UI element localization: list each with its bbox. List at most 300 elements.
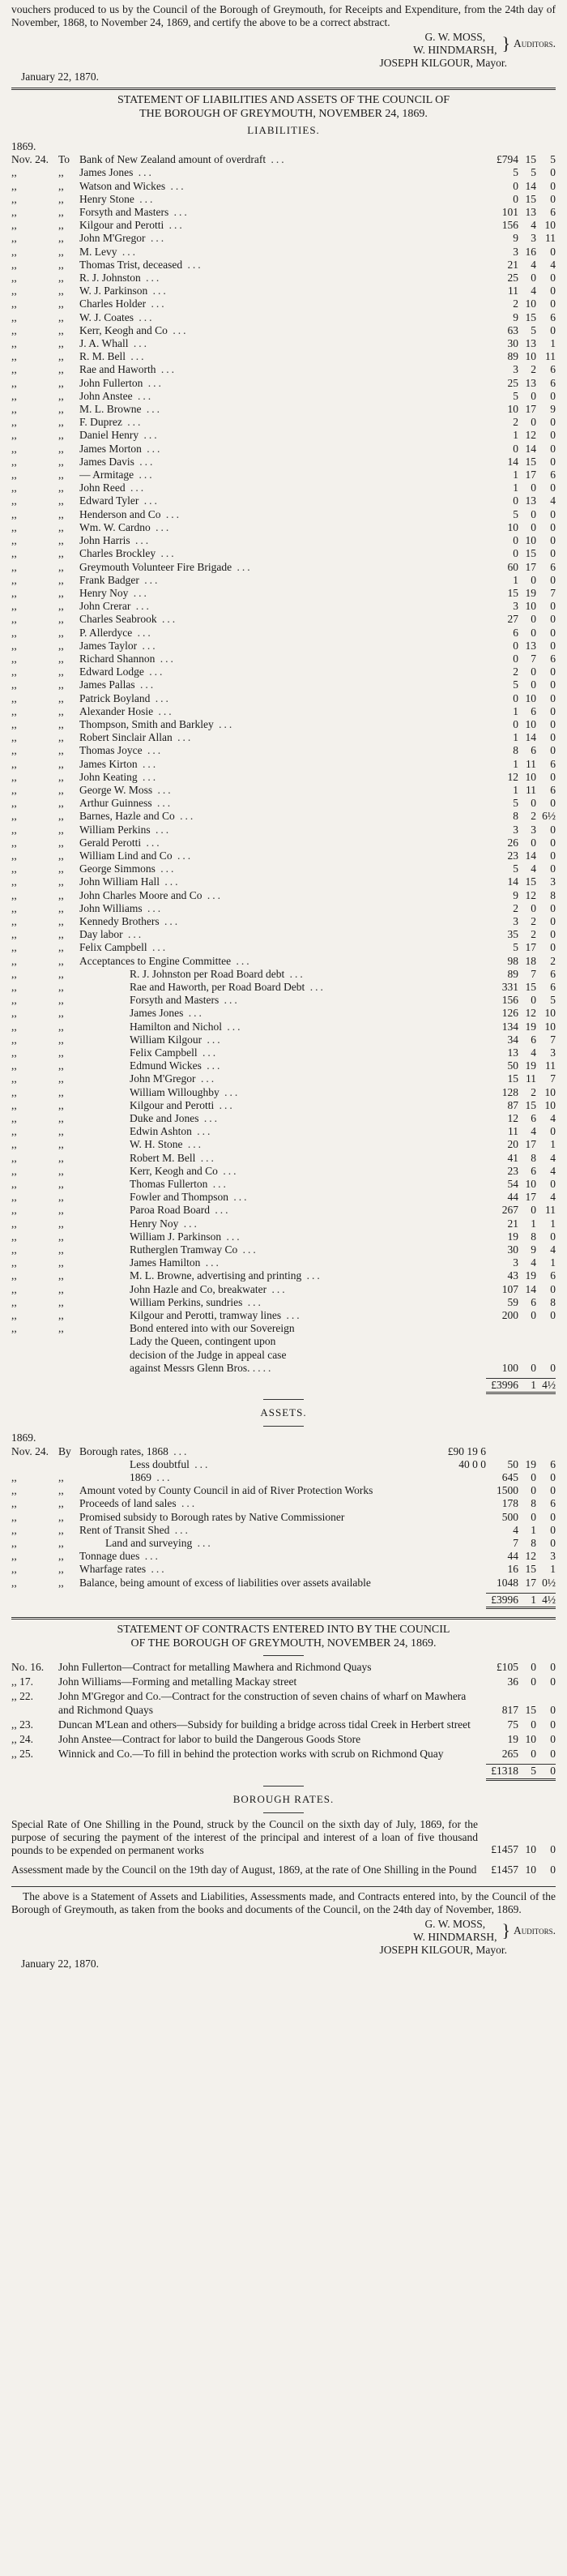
- entry-name: John Harris: [79, 534, 130, 547]
- entry-name: Edmund Wickes: [130, 1059, 202, 1072]
- entry-name: Thomas Trist, deceased: [79, 258, 183, 271]
- contract-number: No. 16.: [11, 1660, 45, 1673]
- table-row: ,, ,, M. L. Browne ... 10 17 9: [11, 403, 556, 416]
- amount: 59 6 8: [507, 1295, 556, 1308]
- entry-name: James Jones: [79, 166, 134, 179]
- table-row: ,, ,, — Armitage ... 1 17 6: [11, 469, 556, 481]
- intro-date: January 22, 1870.: [21, 71, 99, 83]
- table-row: ,, ,, Robert Sinclair Allan ... 1 14 0: [11, 731, 556, 744]
- entry-name: John M'Gregor: [79, 232, 146, 245]
- table-row: ,, ,, John Keating ... 12 10 0: [11, 770, 556, 783]
- entry-name: Kilgour and Perotti: [130, 1098, 215, 1111]
- amount: 6 0 0: [513, 626, 556, 639]
- entry-name: Kerr, Keogh and Co: [130, 1164, 218, 1177]
- contract-number: ,, 25.: [11, 1748, 33, 1761]
- auditor-name: G. W. MOSS,: [424, 1917, 486, 1930]
- table-row: ,, ,, Henderson and Co ... 5 0 0: [11, 507, 556, 520]
- entry-name: Amount voted by County Council in aid of River Protection Works: [79, 1484, 373, 1497]
- table-row: ,, ,, William Lind and Co ... 23 14 0: [11, 849, 556, 862]
- amount: 0 13 4: [513, 494, 556, 507]
- entry-name: William Perkins, sundries: [130, 1295, 243, 1308]
- amount: 23 14 0: [507, 849, 556, 862]
- table-row: ,, ,, John Anstee ... 5 0 0: [11, 389, 556, 402]
- entry-name: M. L. Browne, advertising and printing: [130, 1269, 302, 1282]
- amount: 0 13 0: [513, 639, 556, 652]
- amount: 50 19 11: [507, 1059, 556, 1072]
- entry-name: Robert M. Bell: [130, 1151, 196, 1164]
- contract-description: John Anstee—Contract for labor to build the Dangerous Goods Store: [58, 1732, 361, 1745]
- amount: 21 4 4: [507, 258, 556, 271]
- amount: 8 6 0: [513, 744, 556, 757]
- intro-paragraph: vouchers produced to us by the Council of the Borough of Greymouth, for Receipts and Expenditure, from the 24th day of November, 1868, to November 24, 1869, and certify the above to be a correct abstract.: [11, 3, 556, 28]
- entry-name: Day labor: [79, 928, 123, 941]
- statement-title: STATEMENT OF LIABILITIES AND ASSETS OF THE COUNCIL OF THE BOROUGH OF GREYMOUTH, NOVEMBER 24, 1869.: [117, 94, 450, 120]
- table-row: ,, ,, Bond entered into with our Sovereign: [11, 1322, 295, 1335]
- auditor-name: G. W. MOSS,: [424, 31, 486, 43]
- table-row: ,, ,, W. J. Parkinson ... 11 4 0: [11, 285, 556, 297]
- table-row: ,, ,, William Kilgour ... 34 6 7: [11, 1033, 556, 1046]
- entry-name: Charles Seabrook: [79, 613, 157, 626]
- table-row: ,, ,, Charles Brockley ... 0 15 0: [11, 547, 556, 560]
- entry-name: Wm. W. Cardno: [79, 520, 151, 533]
- entry-name: Forsyth and Masters: [130, 994, 220, 1007]
- amount: 15 19 7: [507, 586, 556, 599]
- table-row: Nov. 24. To Bank of New Zealand amount of overdraft ... £794 15 5: [11, 153, 556, 166]
- amount: 20 17 1: [507, 1138, 556, 1151]
- amount: 9 12 8: [513, 888, 556, 901]
- entry-name: Felix Campbell: [130, 1046, 198, 1059]
- table-row: [11, 1718, 556, 1731]
- amount: 0 10 0: [513, 691, 556, 704]
- table-row: ,, ,, William Willoughby ... 128 2 10: [11, 1085, 556, 1098]
- amount: 265 0 0: [501, 1748, 556, 1761]
- table-row: ,, ,, Rae and Haworth ... 3 2 6: [11, 363, 556, 376]
- amount: 5 0 0: [513, 797, 556, 810]
- amount: 60 17 6: [507, 560, 556, 573]
- auditor-name: W. HINDMARSH,: [413, 1930, 497, 1943]
- table-row: ,, ,, Tonnage dues ... 44 12 3: [11, 1550, 556, 1563]
- amount: 100 0 0: [501, 1361, 556, 1374]
- table-row: ,, ,, Hamilton and Nichol ... 134 19 10: [11, 1020, 556, 1033]
- table-row: ,, ,, Edmund Wickes ... 50 19 11: [11, 1059, 556, 1072]
- year-row: [11, 140, 556, 153]
- entry-name: John William Hall: [79, 875, 160, 888]
- amount: 1 0 0: [513, 573, 556, 586]
- liabilities-total: £3996 1 4½: [486, 1378, 556, 1394]
- table-row: ,, ,, Kerr, Keogh and Co ... 63 5 0: [11, 323, 556, 336]
- amount: 25 0 0: [507, 272, 556, 285]
- entry-name: John Crerar: [79, 600, 131, 613]
- amount: 0 15 0: [513, 192, 556, 205]
- mayor-signature: JOSEPH KILGOUR, Mayor.: [379, 57, 507, 69]
- entry-name: James Jones: [130, 1007, 184, 1020]
- contract-number: ,, 24.: [11, 1732, 33, 1745]
- amount: 5 0 0: [513, 678, 556, 691]
- amount: 75 0 0: [507, 1718, 556, 1731]
- amount: 54 10 0: [507, 1178, 556, 1191]
- table-row: ,, ,, John Reed ... 1 0 0: [11, 481, 556, 494]
- divider: [11, 1617, 556, 1620]
- entry-name: Rae and Haworth, per Road Board Debt: [130, 981, 305, 993]
- entry-name: Bank of New Zealand amount of overdraft: [79, 153, 266, 166]
- amount: 10 17 9: [507, 403, 556, 416]
- amount: 2 10 0: [513, 297, 556, 310]
- year-row: [11, 1431, 556, 1444]
- amount: 27 0 0: [507, 613, 556, 626]
- entry-name: Land and surveying: [105, 1536, 193, 1549]
- table-row: [11, 1661, 556, 1674]
- entry-name: Henry Stone: [79, 192, 134, 205]
- closing-signatures: [11, 1918, 556, 1944]
- entry-name: James Hamilton: [130, 1256, 201, 1269]
- divider: [263, 1399, 304, 1400]
- amount: 2 0 0: [513, 901, 556, 914]
- table-row: ,, ,, Henry Noy ... 15 19 7: [11, 586, 556, 599]
- entry-name: George W. Moss: [79, 783, 153, 796]
- entry-name: Charles Brockley: [79, 547, 156, 560]
- entry-name: Alexander Hosie: [79, 704, 154, 717]
- amount: 10 0 0: [507, 520, 556, 533]
- amount: 3 4 1: [513, 1256, 556, 1269]
- amount: 156 0 5: [501, 994, 556, 1007]
- amount: 3 10 0: [513, 600, 556, 613]
- table-row: [11, 1748, 556, 1761]
- table-row: ,, ,, George W. Moss ... 1 11 6: [11, 783, 556, 796]
- amount: 21 1 1: [507, 1217, 556, 1230]
- table-row: ,, ,, James Kirton ... 1 11 6: [11, 757, 556, 770]
- amount: 500 0 0: [501, 1510, 556, 1523]
- amount: 331 15 6: [501, 981, 556, 993]
- amount: 44 12 3: [507, 1550, 556, 1563]
- table-row: ,, ,, Thomas Fullerton ... 54 10 0: [11, 1178, 556, 1191]
- auditors-label: Auditors.: [514, 1923, 556, 1936]
- entry-name: John Anstee: [79, 389, 133, 402]
- table-row: [11, 1864, 556, 1876]
- amount: 5 17 0: [513, 941, 556, 954]
- entry-name: William Lind and Co: [79, 849, 173, 862]
- entry-name: R. J. Johnston per Road Board debt: [130, 967, 285, 980]
- entry-name: W. H. Stone: [130, 1138, 183, 1151]
- amount: 63 5 0: [507, 323, 556, 336]
- entry-name: Wharfage rates: [79, 1563, 147, 1576]
- amount: 25 13 6: [507, 376, 556, 389]
- table-row: ,, ,, Thomas Joyce ... 8 6 0: [11, 744, 556, 757]
- table-row: ,, ,, R. M. Bell ... 89 10 11: [11, 350, 556, 363]
- entry-name: Rutherglen Tramway Co: [130, 1243, 238, 1256]
- table-row: ,, ,, Kerr, Keogh and Co ... 23 6 4: [11, 1164, 556, 1177]
- entry-name: Barnes, Hazle and Co: [79, 810, 175, 823]
- amount: 26 0 0: [507, 836, 556, 849]
- entry-name: Thompson, Smith and Barkley: [79, 717, 214, 730]
- amount: 9 3 11: [513, 232, 556, 245]
- entry-name: John M'Gregor: [130, 1072, 196, 1085]
- amount: 23 6 4: [507, 1164, 556, 1177]
- table-row: ,, ,, Balance, being amount of excess of liabilities over assets available 1048 17 0½: [11, 1576, 556, 1589]
- table-row: ,, ,, John William Hall ... 14 15 3: [11, 875, 556, 888]
- entry-name: Edward Lodge: [79, 665, 144, 678]
- entry-name: Kilgour and Perotti: [79, 219, 164, 232]
- rates-heading: BOROUGH RATES.: [232, 1792, 335, 1805]
- amount: 101 13 6: [501, 206, 556, 219]
- amount: £1457 10 0: [491, 1863, 556, 1876]
- entry-name: Henry Noy: [79, 586, 129, 599]
- amount: 1 0 0: [513, 481, 556, 494]
- amount: 98 18 2: [507, 954, 556, 967]
- table-row: Nov. 24. By Borough rates, 1868 ... £90 19 6: [11, 1444, 486, 1457]
- entry-name: Acceptances to Engine Committee: [79, 954, 232, 967]
- amount: 1 17 6: [513, 469, 556, 481]
- table-row: ,, ,, Charles Seabrook ... 27 0 0: [11, 613, 556, 626]
- table-row: ,, ,, Edward Tyler ... 0 13 4: [11, 494, 556, 507]
- year-label: 1869.: [11, 1431, 36, 1444]
- table-row: Lady the Queen, contingent upon: [130, 1335, 276, 1348]
- table-row: ,, ,, Patrick Boyland ... 0 10 0: [11, 691, 556, 704]
- table-row: ,, ,, R. J. Johnston per Road Board debt ... 89 7 6: [11, 967, 556, 980]
- sub-amount: £90 19 6: [447, 1444, 486, 1457]
- table-row: ,, ,, Wm. W. Cardno ... 10 0 0: [11, 520, 556, 533]
- entry-name: Watson and Wickes: [79, 179, 166, 192]
- amount: 12 6 4: [507, 1112, 556, 1125]
- table-row: ,, ,, Gerald Perotti ... 26 0 0: [11, 836, 556, 849]
- amount: 5 0 0: [513, 389, 556, 402]
- entry-name: Henry Noy: [130, 1217, 179, 1230]
- entry-name: M. Levy: [79, 245, 117, 258]
- entry-name: Charles Holder: [79, 297, 147, 310]
- divider: [263, 1655, 304, 1656]
- amount: 34 6 7: [507, 1033, 556, 1046]
- amount: 14 15 0: [507, 455, 556, 468]
- amount: 178 8 6: [501, 1497, 556, 1510]
- contracts-table: [11, 1661, 556, 1761]
- entry-name: R. M. Bell: [79, 350, 126, 363]
- entry-name: William Perkins: [79, 823, 151, 836]
- entry-name: Henderson and Co: [79, 507, 161, 520]
- table-row: ,, ,, Forsyth and Masters ... 156 0 5: [11, 994, 556, 1007]
- entry-name: Borough rates, 1868: [79, 1444, 168, 1457]
- entry-name: — Armitage: [79, 469, 134, 481]
- entry-name: Felix Campbell: [79, 941, 147, 954]
- table-row: ,, ,, John Fullerton ... 25 13 6: [11, 376, 556, 389]
- amount: 0 7 6: [513, 652, 556, 665]
- auditors-label: Auditors.: [514, 37, 556, 49]
- entry-name: M. L. Browne: [79, 403, 142, 416]
- entry-name: John Hazle and Co, breakwater: [130, 1282, 267, 1295]
- table-row: ,, ,, Alexander Hosie ... 1 6 0: [11, 704, 556, 717]
- table-row: ,, ,, Daniel Henry ... 1 12 0: [11, 429, 556, 442]
- table-row: ,, ,, Edward Lodge ... 2 0 0: [11, 665, 556, 678]
- entry-name: James Taylor: [79, 639, 138, 652]
- closing-paragraph: The above is a Statement of Assets and Liabilities, Assessments made, and Contracts entered into, by the Council of the Borough of Greymouth, as taken from the books and documents of the Council, on the 24th day of November, 1869.: [11, 1889, 556, 1915]
- table-row: ,, ,, Barnes, Hazle and Co ... 8 2 6½: [11, 810, 556, 823]
- amount: 5 0 0: [513, 507, 556, 520]
- amount: 645 0 0: [501, 1470, 556, 1483]
- entry-name: John Fullerton: [79, 376, 143, 389]
- table-row: ,, ,, James Morton ... 0 14 0: [11, 442, 556, 455]
- table-row: ,, ,, William Perkins ... 3 3 0: [11, 823, 556, 836]
- table-row: ,, ,, Richard Shannon ... 0 7 6: [11, 652, 556, 665]
- entry-name: Kerr, Keogh and Co: [79, 323, 168, 336]
- amount: 0 10 0: [513, 717, 556, 730]
- entry-name: John Reed: [79, 481, 126, 494]
- table-row: ,, ,, Charles Holder ... 2 10 0: [11, 297, 556, 310]
- entry-name: James Kirton: [79, 757, 138, 770]
- amount: 30 9 4: [507, 1243, 556, 1256]
- entry-name: Rent of Transit Shed: [79, 1523, 170, 1536]
- amount: 89 10 11: [507, 350, 556, 363]
- amount: 1 11 6: [513, 783, 556, 796]
- table-row: ,, ,, Rutherglen Tramway Co ... 30 9 4: [11, 1243, 556, 1256]
- entry-name: Forsyth and Masters: [79, 206, 169, 219]
- amount: 19 10 0: [507, 1732, 556, 1745]
- table-row: ,, ,, Land and surveying ... 7 8 0: [11, 1536, 556, 1549]
- amount: 4 1 0: [513, 1523, 556, 1536]
- table-row: ,, ,, James Taylor ... 0 13 0: [11, 639, 556, 652]
- entry-name: George Simmons: [79, 862, 156, 875]
- amount: 87 15 10: [507, 1098, 556, 1111]
- entry-name: Greymouth Volunteer Fire Brigade: [79, 560, 232, 573]
- entry-name: J. A. Whall: [79, 337, 129, 350]
- table-row: ,, ,, George Simmons ... 5 4 0: [11, 862, 556, 875]
- table-row: ,, ,, Proceeds of land sales ... 178 8 6: [11, 1497, 556, 1510]
- table-row: [11, 1690, 556, 1716]
- amount: 0 15 0: [513, 547, 556, 560]
- table-row: ,, ,, Acceptances to Engine Committee ... 98 18 2: [11, 954, 556, 967]
- entry-name: Hamilton and Nichol: [130, 1020, 222, 1033]
- table-row: ,, ,, John Charles Moore and Co ... 9 12 8: [11, 888, 556, 901]
- rate-description: Special Rate of One Shilling in the Pound, struck by the Council on the sixth day of July, 1869, for the purpose of securing the payment of the interest of the principal and interest of a loan of five thousand pounds to be expended on permanent works: [11, 1817, 478, 1856]
- table-row: ,, ,, William J. Parkinson ... 19 8 0: [11, 1230, 556, 1243]
- entry-name: Kilgour and Perotti, tramway lines: [130, 1309, 282, 1322]
- table-row: ,, ,, Kilgour and Perotti, tramway lines ... 200 0 0: [11, 1309, 556, 1322]
- entry-name: James Davis: [79, 455, 134, 468]
- contract-description: Duncan M'Lean and others—Subsidy for building a bridge across tidal Creek in Herbert street: [58, 1718, 471, 1731]
- amount: 2 0 0: [513, 416, 556, 429]
- mayor-signature: JOSEPH KILGOUR, Mayor.: [379, 1943, 507, 1956]
- table-row: ,, ,, Thomas Trist, deceased ... 21 4 4: [11, 258, 556, 271]
- entry-name: John Charles Moore and Co: [79, 888, 202, 901]
- closing-date: January 22, 1870.: [21, 1957, 99, 1970]
- entry-name: R. J. Johnston: [79, 272, 141, 285]
- liabilities-table: [11, 153, 556, 1322]
- table-row: ,, ,, F. Duprez ... 2 0 0: [11, 416, 556, 429]
- table-row: ,, ,, Henry Noy ... 21 1 1: [11, 1217, 556, 1230]
- table-row: ,, ,, Amount voted by County Council in aid of River Protection Works 1500 0 0: [11, 1484, 556, 1497]
- amount: 1 14 0: [513, 731, 556, 744]
- table-row: ,, ,, Day labor ... 35 2 0: [11, 928, 556, 941]
- amount: 14 15 3: [507, 875, 556, 888]
- entry-name: 1869: [130, 1470, 151, 1483]
- entry-name: W. J. Parkinson: [79, 285, 148, 297]
- auditor-name: W. HINDMARSH,: [413, 44, 497, 56]
- amount: 0 10 0: [513, 534, 556, 547]
- liabilities-heading: LIABILITIES.: [247, 124, 320, 136]
- entry-name: Robert Sinclair Allan: [79, 731, 173, 744]
- entry-name: Tonnage dues: [79, 1550, 140, 1563]
- amount: 89 7 6: [507, 967, 556, 980]
- amount: 267 0 11: [501, 1204, 556, 1217]
- entry-name: Thomas Fullerton: [130, 1178, 208, 1191]
- table-row: ,, ,, Fowler and Thompson ... 44 17 4: [11, 1191, 556, 1204]
- contract-description: Winnick and Co.—To fill in behind the protection works with scrub on Richmond Quay: [58, 1748, 444, 1761]
- divider: [11, 1886, 556, 1887]
- table-row: ,, ,, James Davis ... 14 15 0: [11, 455, 556, 468]
- amount: 3 3 0: [513, 823, 556, 836]
- table-row: ,, ,, Kennedy Brothers ... 3 2 0: [11, 914, 556, 927]
- amount: 1 11 6: [513, 757, 556, 770]
- entry-name: Edwin Ashton: [130, 1125, 192, 1138]
- amount: 1500 0 0: [497, 1484, 556, 1497]
- table-row: ,, ,, Kilgour and Perotti ... 87 15 10: [11, 1098, 556, 1111]
- entry-name: Frank Badger: [79, 573, 139, 586]
- amount: 9 15 6: [513, 310, 556, 323]
- entry-name: Richard Shannon: [79, 652, 156, 665]
- entry-name: Fowler and Thompson: [130, 1191, 228, 1204]
- contracts-total: £1318 5 0: [486, 1764, 556, 1780]
- entry-name: Rae and Haworth: [79, 363, 156, 376]
- amount: £1457 10 0: [491, 1843, 556, 1856]
- table-row: ,, ,, Thompson, Smith and Barkley ... 0 10 0: [11, 717, 556, 730]
- amount: 2 0 0: [513, 665, 556, 678]
- brace-icon: }: [501, 1919, 511, 1941]
- divider: [263, 1426, 304, 1427]
- brace-icon: }: [501, 33, 511, 53]
- amount: 43 19 6: [507, 1269, 556, 1282]
- entry-name: Balance, being amount of excess of liabilities over assets available: [79, 1576, 371, 1589]
- contract-description: John Williams—Forming and metalling Mackay street: [58, 1675, 297, 1688]
- entry-name: Duke and Jones: [130, 1112, 199, 1125]
- table-row: [11, 1733, 556, 1746]
- amount: 1 6 0: [513, 704, 556, 717]
- table-row: ,, ,, Robert M. Bell ... 41 8 4: [11, 1151, 556, 1164]
- contract-number: ,, 22.: [11, 1690, 33, 1703]
- entry-name: Thomas Joyce: [79, 744, 143, 757]
- amount: 156 4 10: [501, 219, 556, 232]
- assets-total-row: [11, 1593, 556, 1609]
- contracts-total-row: [11, 1764, 556, 1780]
- entry-name: Edward Tyler: [79, 494, 139, 507]
- table-row: ,, ,, M. L. Browne, advertising and printing ... 43 19 6: [11, 1269, 556, 1282]
- amount: 44 17 4: [507, 1191, 556, 1204]
- contracts-title: STATEMENT OF CONTRACTS ENTERED INTO BY THE COUNCIL OF THE BOROUGH OF GREYMOUTH, NOVEMBER 24, 1869.: [117, 1623, 450, 1650]
- amount: 5 4 0: [513, 862, 556, 875]
- table-row: [11, 1675, 556, 1688]
- entry-name: Daniel Henry: [79, 429, 139, 442]
- table-row: ,, ,, John M'Gregor ... 15 11 7: [11, 1072, 556, 1085]
- table-row: [11, 1818, 556, 1857]
- table-row: ,, ,, Rent of Transit Shed ... 4 1 0: [11, 1523, 556, 1536]
- amount: 11 4 0: [508, 1125, 556, 1138]
- assets-table: [11, 1445, 556, 1590]
- contract-description: John M'Gregor and Co.—Contract for the construction of seven chains of wharf on Mawhera and Richmond Quays: [58, 1690, 467, 1716]
- table-row: ,, ,, James Jones ... 126 12 10: [11, 1007, 556, 1020]
- entry-name: Patrick Boyland: [79, 691, 151, 704]
- table-row: ,, ,, 1869 ... 645 0 0: [11, 1470, 556, 1483]
- table-row: ,, ,, Edwin Ashton ... 11 4 0: [11, 1125, 556, 1138]
- entry-name: Gerald Perotti: [79, 836, 142, 849]
- entry-name: P. Allerdyce: [79, 626, 133, 639]
- table-row: ,, ,, James Hamilton ... 3 4 1: [11, 1256, 556, 1269]
- table-row: ,, ,, John Hazle and Co, breakwater ... 107 14 0: [11, 1282, 556, 1295]
- rate-description: Assessment made by the Council on the 19th day of August, 1869, at the rate of One Shilling in the Pound: [11, 1863, 477, 1876]
- table-row: ,, ,, Frank Badger ... 1 0 0: [11, 573, 556, 586]
- table-row: ,, ,, J. A. Whall ... 30 13 1: [11, 337, 556, 350]
- table-row: ,, ,, Watson and Wickes ... 0 14 0: [11, 179, 556, 192]
- amount: 19 8 0: [507, 1230, 556, 1243]
- amount: 1 12 0: [513, 429, 556, 442]
- table-row: ,, ,, M. Levy ... 3 16 0: [11, 245, 556, 258]
- table-row: ,, ,, Kilgour and Perotti ... 156 4 10: [11, 219, 556, 232]
- amount: 200 0 0: [501, 1309, 556, 1322]
